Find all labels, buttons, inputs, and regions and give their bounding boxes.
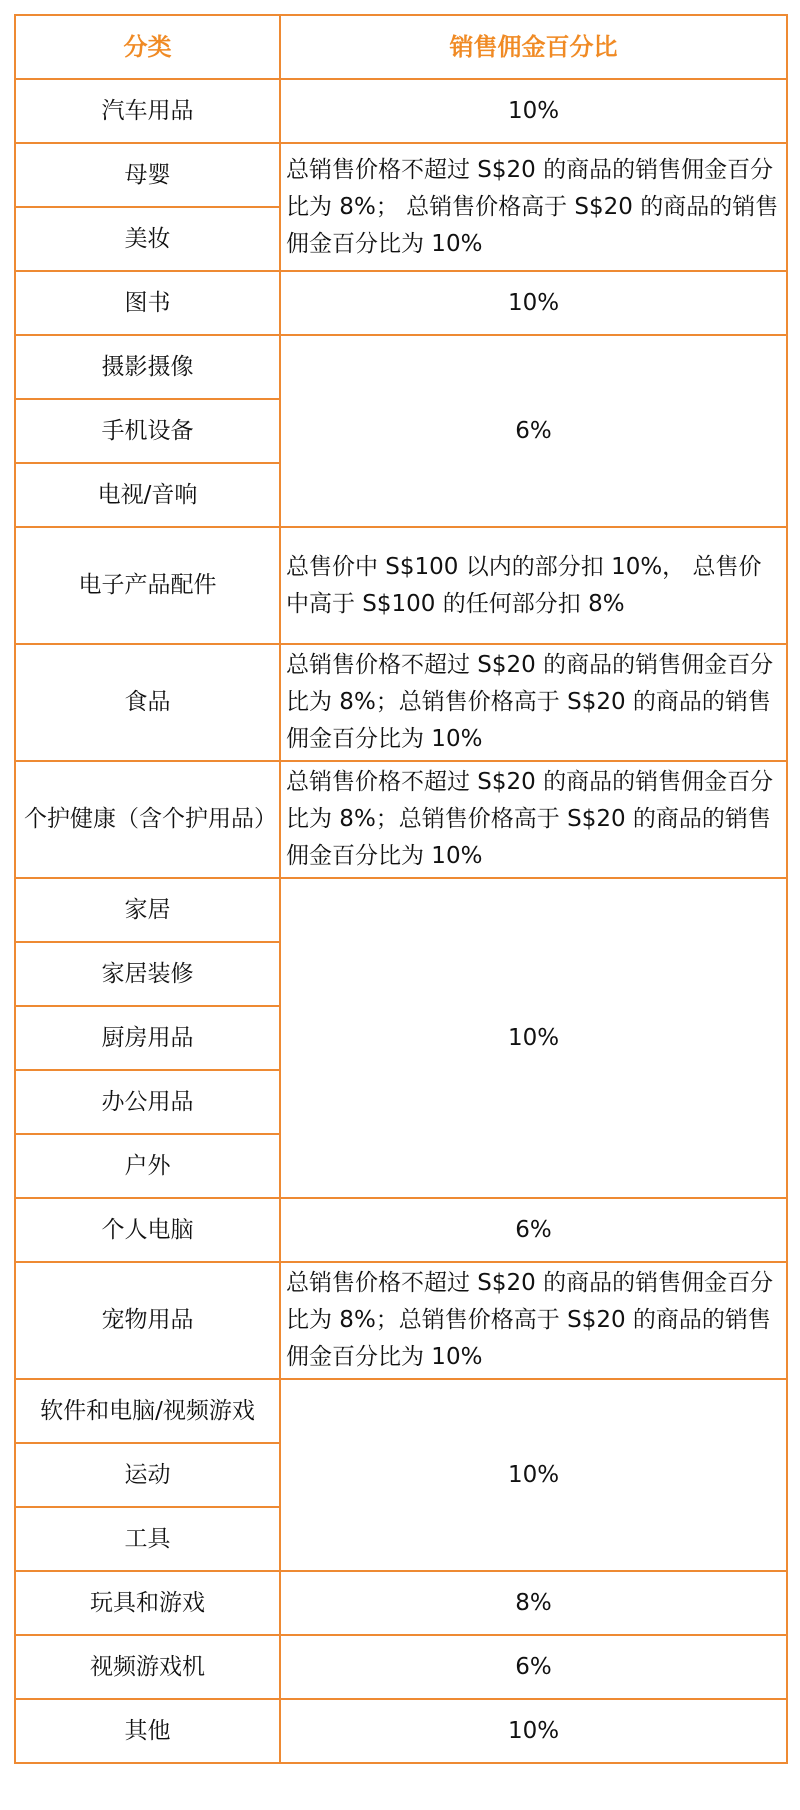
- rate-cell: 总售价中 S$100 以内的部分扣 10%， 总售价中高于 S$100 的任何部分扣 8%: [280, 527, 787, 644]
- category-cell: 汽车用品: [15, 79, 280, 143]
- category-cell: 图书: [15, 271, 280, 335]
- category-cell: 软件和电脑/视频游戏: [15, 1379, 280, 1443]
- rate-cell: 10%: [280, 1699, 787, 1763]
- table-row: [15, 878, 787, 942]
- header-commission-rate: 销售佣金百分比: [280, 15, 787, 79]
- category-cell: 视频游戏机: [15, 1635, 280, 1699]
- category-cell: 运动: [15, 1443, 280, 1507]
- table-row: [15, 335, 787, 399]
- rate-cell: 6%: [280, 1635, 787, 1699]
- category-cell: 电视/音响: [15, 463, 280, 527]
- table-row: [15, 79, 787, 143]
- table-row: [15, 761, 787, 878]
- category-cell: 个人电脑: [15, 1198, 280, 1262]
- commission-table: [14, 14, 788, 1764]
- rate-cell: 总销售价格不超过 S$20 的商品的销售佣金百分比为 8%；总销售价格高于 S$20 的商品的销售佣金百分比为 10%: [280, 761, 787, 878]
- category-cell: 母婴: [15, 143, 280, 207]
- rate-cell: 10%: [280, 271, 787, 335]
- table-row: [15, 1571, 787, 1635]
- rate-cell: 10%: [280, 79, 787, 143]
- rate-cell: 总销售价格不超过 S$20 的商品的销售佣金百分比为 8%；总销售价格高于 S$20 的商品的销售佣金百分比为 10%: [280, 1262, 787, 1379]
- table-row: [15, 1379, 787, 1443]
- table-row: [15, 271, 787, 335]
- rate-cell: 总销售价格不超过 S$20 的商品的销售佣金百分比为 8%；总销售价格高于 S$20 的商品的销售佣金百分比为 10%: [280, 644, 787, 761]
- rate-cell: 10%: [280, 878, 787, 1198]
- category-cell: 美妆: [15, 207, 280, 271]
- table-row: [15, 527, 787, 644]
- category-cell: 个护健康（含个护用品）: [15, 761, 280, 878]
- table-row: [15, 1635, 787, 1699]
- category-cell: 摄影摄像: [15, 335, 280, 399]
- category-cell: 办公用品: [15, 1070, 280, 1134]
- rate-cell: 10%: [280, 1379, 787, 1571]
- rate-cell: 8%: [280, 1571, 787, 1635]
- table-row: [15, 1699, 787, 1763]
- category-cell: 其他: [15, 1699, 280, 1763]
- table-row: [15, 143, 787, 207]
- rate-cell: 6%: [280, 335, 787, 527]
- header-category: 分类: [15, 15, 280, 79]
- category-cell: 手机设备: [15, 399, 280, 463]
- table-header-row: [15, 15, 787, 79]
- table-row: [15, 644, 787, 761]
- category-cell: 家居装修: [15, 942, 280, 1006]
- category-cell: 食品: [15, 644, 280, 761]
- category-cell: 工具: [15, 1507, 280, 1571]
- category-cell: 户外: [15, 1134, 280, 1198]
- category-cell: 电子产品配件: [15, 527, 280, 644]
- category-cell: 玩具和游戏: [15, 1571, 280, 1635]
- table-row: [15, 1198, 787, 1262]
- rate-cell: 6%: [280, 1198, 787, 1262]
- category-cell: 宠物用品: [15, 1262, 280, 1379]
- category-cell: 厨房用品: [15, 1006, 280, 1070]
- table-row: [15, 1262, 787, 1379]
- category-cell: 家居: [15, 878, 280, 942]
- rate-cell: 总销售价格不超过 S$20 的商品的销售佣金百分比为 8%； 总销售价格高于 S$20 的商品的销售佣金百分比为 10%: [280, 143, 787, 271]
